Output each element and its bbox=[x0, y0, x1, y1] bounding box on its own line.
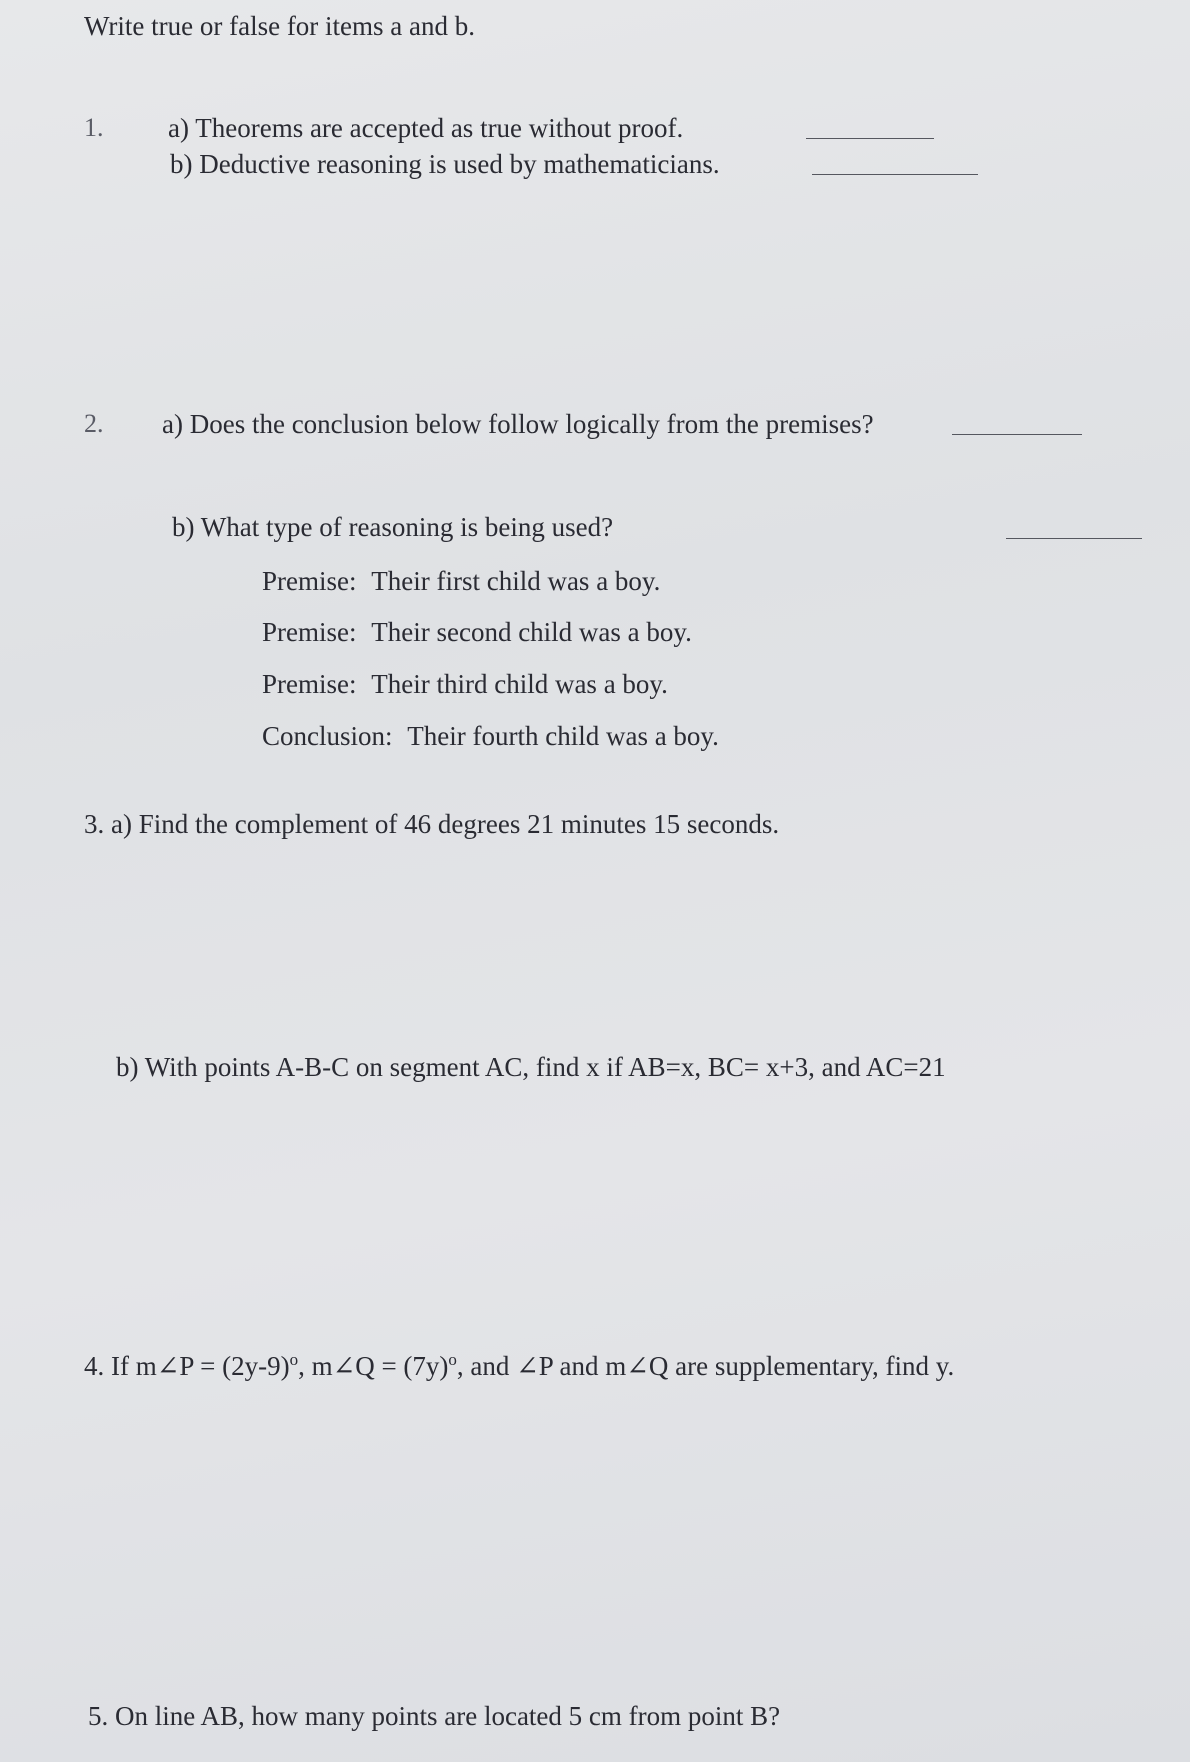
premise-1 bbox=[262, 565, 660, 597]
premise-2-text: Their second child was a boy. bbox=[371, 617, 692, 647]
q4-tail: , and ∠P and m∠Q are supplementary, find y. bbox=[456, 1351, 955, 1381]
q2-item-a: a) Does the conclusion below follow logically from the premises? bbox=[162, 409, 874, 439]
conclusion-label: Conclusion: bbox=[262, 721, 393, 751]
q4-degree-2: o bbox=[448, 1350, 457, 1369]
q4-degree-1: o bbox=[289, 1350, 299, 1369]
premise-3-text: Their third child was a boy. bbox=[371, 669, 668, 699]
q2-answer-blank-a[interactable] bbox=[952, 434, 1082, 435]
premise-3-label: Premise: bbox=[262, 669, 357, 699]
q1-answer-blank-b[interactable] bbox=[812, 174, 978, 175]
q5-question: 5. On line AB, how many points are located 5 cm from point B? bbox=[88, 1701, 781, 1731]
premise-1-label: Premise: bbox=[262, 566, 357, 596]
premise-1-text: Their first child was a boy. bbox=[371, 566, 661, 596]
q2-number: 2. bbox=[84, 409, 104, 438]
q1-item-a: a) Theorems are accepted as true without proof. bbox=[168, 113, 684, 143]
q2-answer-blank-b[interactable] bbox=[1006, 538, 1142, 539]
conclusion-text: Their fourth child was a boy. bbox=[407, 721, 719, 751]
premise-3 bbox=[262, 668, 668, 700]
q3-item-b: b) With points A-B-C on segment AC, find x if AB=x, BC= x+3, and AC=21 bbox=[116, 1052, 946, 1082]
conclusion bbox=[262, 720, 719, 752]
q3-item-a: 3. a) Find the complement of 46 degrees 21 minutes 15 seconds. bbox=[84, 809, 780, 839]
q4-lead: 4. If m∠P = (2y-9) bbox=[84, 1351, 290, 1381]
q1-answer-blank-a[interactable] bbox=[806, 138, 934, 139]
premise-2-label: Premise: bbox=[262, 617, 357, 647]
q1-item-b: b) Deductive reasoning is used by mathematicians. bbox=[170, 149, 720, 179]
q1-number: 1. bbox=[84, 113, 104, 142]
q4-question bbox=[84, 1350, 954, 1382]
instructions: Write true or false for items a and b. bbox=[84, 11, 476, 41]
premise-2 bbox=[262, 616, 692, 648]
q4-mid: , m∠Q = (7y) bbox=[298, 1351, 449, 1381]
q2-item-b: b) What type of reasoning is being used? bbox=[172, 512, 614, 542]
